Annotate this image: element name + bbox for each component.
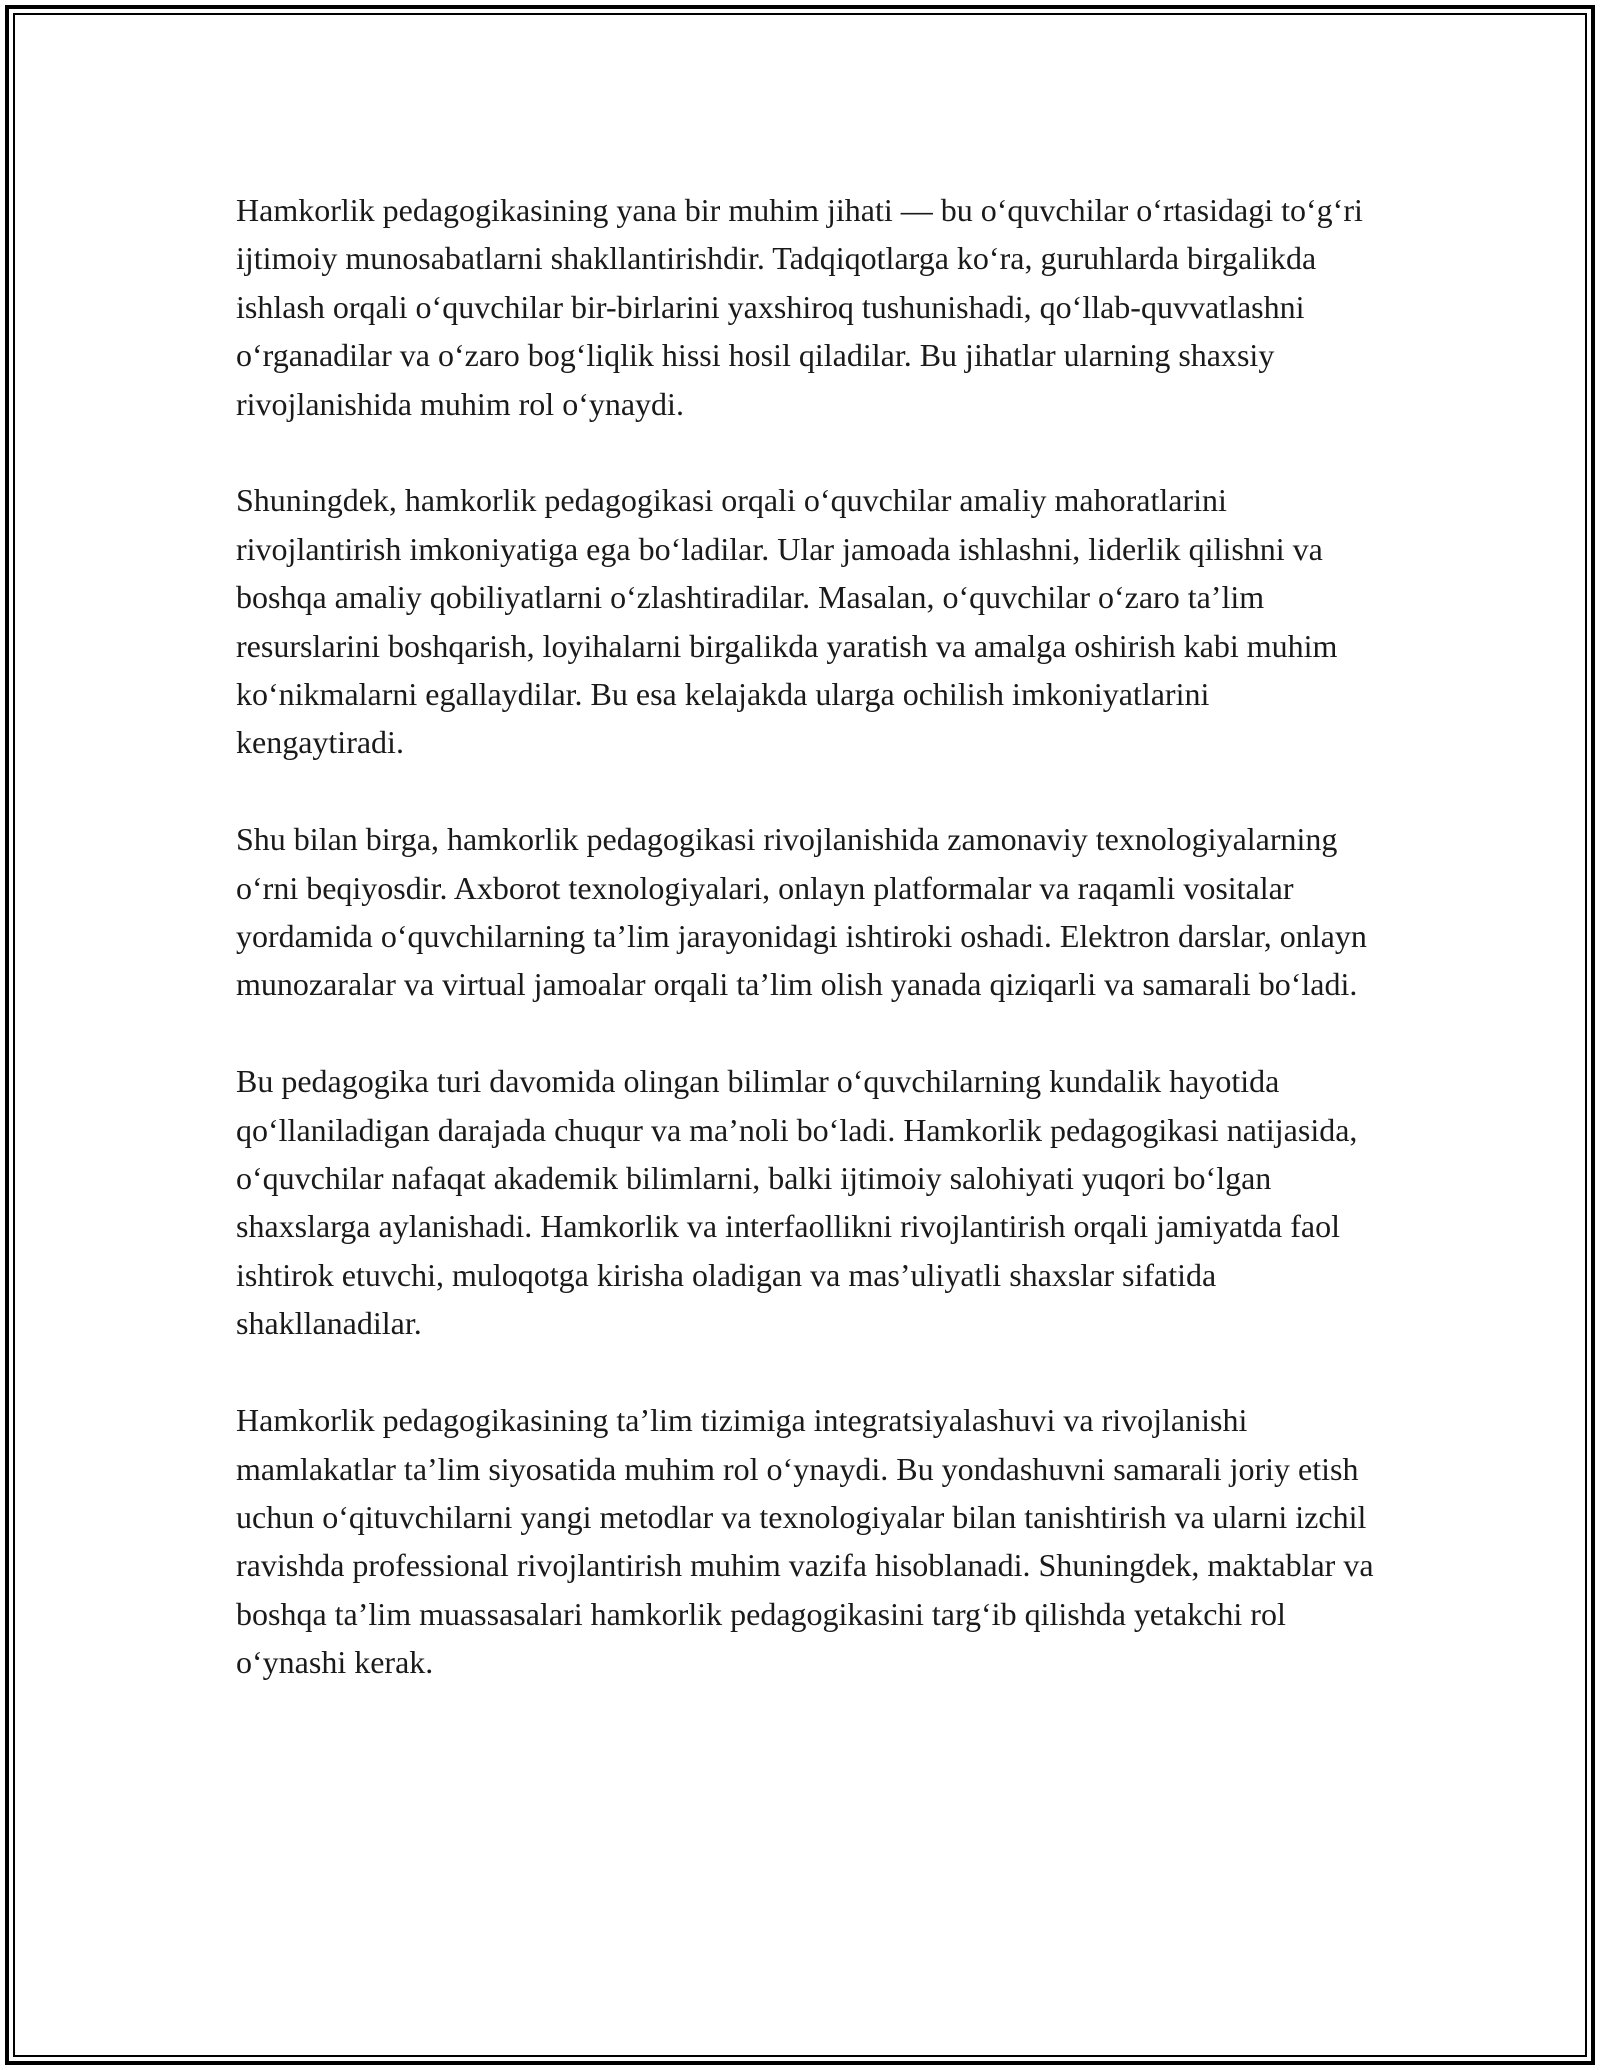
paragraph-1: Hamkorlik pedagogikasining yana bir muhim jihati — bu o‘quvchilar o‘rtasidagi to‘g‘ri ijtimoiy munosabatlarni shakllantirishdir. Tadqiqotlarga ko‘ra, guruhlarda birgalikda ishlash orqali o‘quvchilar bir-birlarini yaxshiroq tushunishadi, qo‘llab-quvvatlashni o‘rganadilar va o‘zaro bog‘liqlik hissi hosil qiladilar. Bu jihatlar ularning shaxsiy rivojlanishida muhim rol o‘ynaydi. — [236, 192, 1363, 422]
paragraph-4: Bu pedagogika turi davomida olingan bilimlar o‘quvchilarning kundalik hayotida qo‘llaniladigan darajada chuqur va ma’noli bo‘ladi. Hamkorlik pedagogikasi natijasida, o‘quvchilar nafaqat akademik bilimlarni, balki ijtimoiy salohiyati yuqori bo‘lgan shaxslarga aylanishadi. Hamkorlik va interfaollikni rivojlantirish orqali jamiyatda faol ishtirok etuvchi, muloqotga kirisha oladigan va mas’uliyatli shaxslar sifatida shakllanadilar. — [236, 1063, 1358, 1342]
document-body — [236, 186, 1376, 1735]
paragraph-3: Shu bilan birga, hamkorlik pedagogikasi rivojlanishida zamonaviy texnologiyalarning o‘rni beqiyosdir. Axborot texnologiyalari, onlayn platformalar va raqamli vositalar yordamida o‘quvchilarning ta’lim jarayonidagi ishtiroki oshadi. Elektron darslar, onlayn munozaralar va virtual jamoalar orqali ta’lim olish yanada qiziqarli va samarali bo‘ladi. — [236, 821, 1367, 1003]
paragraph-2: Shuningdek, hamkorlik pedagogikasi orqali o‘quvchilar amaliy mahoratlarini rivojlantirish imkoniyatiga ega bo‘ladilar. Ular jamoada ishlashni, liderlik qilishni va boshqa amaliy qobiliyatlarni o‘zlashtiradilar. Masalan, o‘quvchilar o‘zaro ta’lim resurslarini boshqarish, loyihalarni birgalikda yaratish va amalga oshirish kabi muhim ko‘nikmalarni egallaydilar. Bu esa kelajakda ularga ochilish imkoniyatlarini kengaytiradi. — [236, 482, 1338, 761]
paragraph-5: Hamkorlik pedagogikasining ta’lim tizimiga integratsiyalashuvi va rivojlanishi mamlakatlar ta’lim siyosatida muhim rol o‘ynaydi. Bu yondashuvni samarali joriy etish uchun o‘qituvchilarni yangi metodlar va texnologiyalar bilan tanishtirish va ularni izchil ravishda professional rivojlantirish muhim vazifa hisoblanadi. Shuningdek, maktablar va boshqa ta’lim muassasalari hamkorlik pedagogikasini targ‘ib qilishda yetakchi rol o‘ynashi kerak. — [236, 1402, 1374, 1681]
